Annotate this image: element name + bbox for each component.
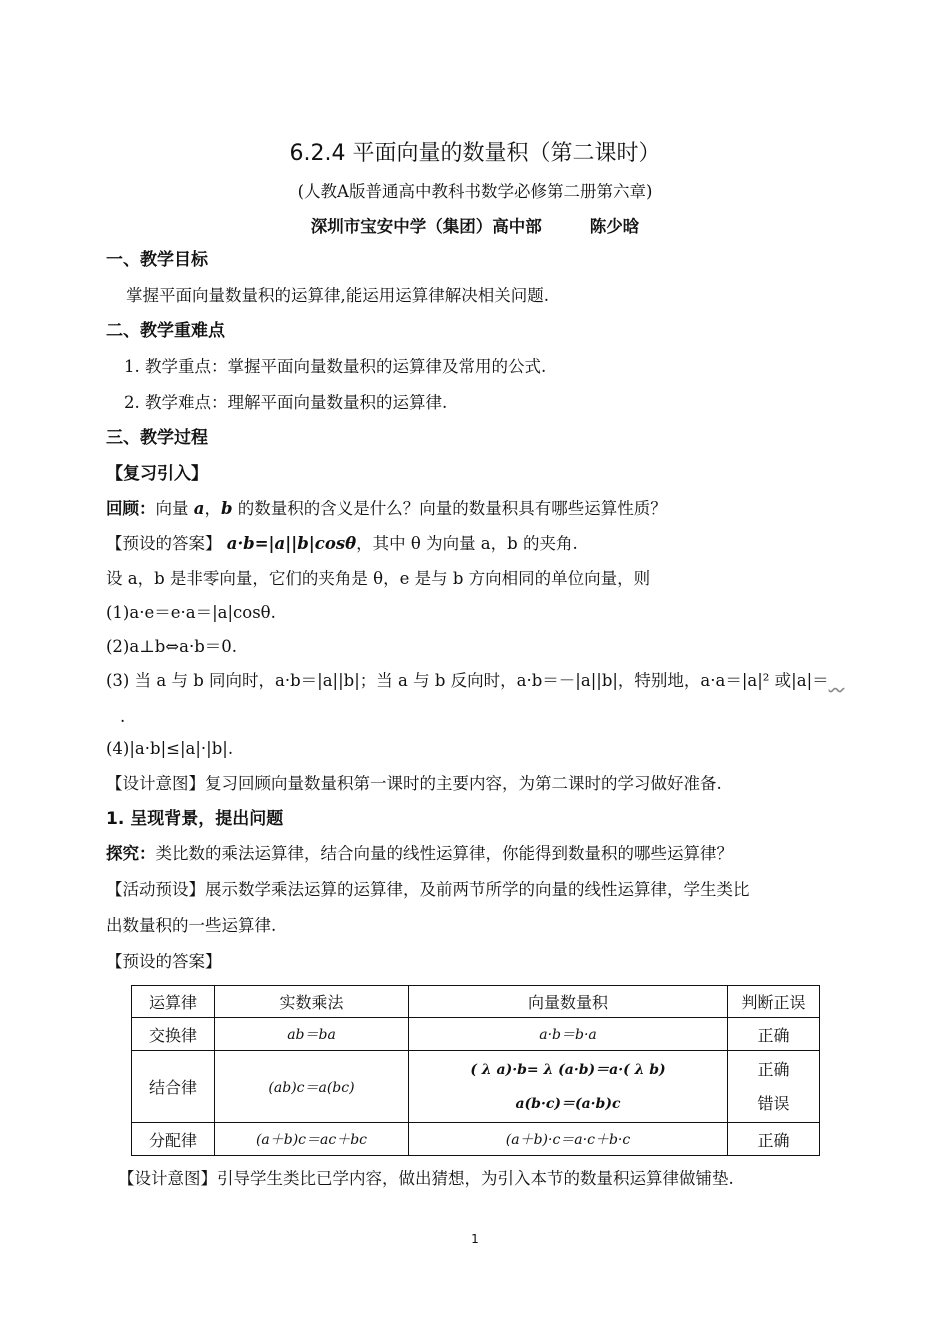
table-header: 实数乘法 xyxy=(215,986,409,1018)
review-answer xyxy=(106,533,578,555)
property-3: (3) 当 a 与 b 同向时，a·b＝|a||b|；当 a 与 b 反向时，a·b＝－|a||b|，特别地，a·a＝|a|² 或|a|＝ xyxy=(106,670,844,692)
law-name: 交换律 xyxy=(132,1018,215,1051)
review-question: 回顾：向量 a，b 的数量积的含义是什么？向量的数量积具有哪些运算性质？ xyxy=(106,499,667,518)
property-3-cont: . xyxy=(120,707,126,726)
vector-rule: ( λ a)·b= λ (a·b)＝a·( λ b) a(b·c)＝(a·b)c xyxy=(409,1051,728,1123)
law-name: 分配律 xyxy=(132,1123,215,1156)
key-point: 1. 教学重点：掌握平面向量数量积的运算律及常用的公式. xyxy=(124,357,547,376)
process-heading: 三、教学过程 xyxy=(106,428,208,448)
review-intent: 【设计意图】复习回顾向量数量积第一课时的主要内容，为第二课时的学习做好准备. xyxy=(106,774,722,793)
table-header: 向量数量积 xyxy=(409,986,728,1018)
table-row xyxy=(132,1051,820,1123)
difficult-point: 2. 教学难点：理解平面向量数量积的运算律. xyxy=(124,393,448,412)
vector-rule: a·b＝b·a xyxy=(409,1018,728,1051)
law-name: 结合律 xyxy=(132,1051,215,1123)
real-rule: ab＝ba xyxy=(215,1018,409,1051)
goal-heading: 一、教学目标 xyxy=(106,250,208,270)
activity-line-2: 出数量积的一些运算律. xyxy=(106,916,277,935)
judgement: 正确 xyxy=(728,1018,820,1051)
judgement: 正确 xyxy=(728,1123,820,1156)
review-heading: 【复习引入】 xyxy=(106,464,208,484)
table-header-row xyxy=(132,986,820,1018)
activity-line-1: 【活动预设】展示数学乘法运算的运算律，及前两节所学的向量的线性运算律，学生类比 xyxy=(106,880,750,899)
review-answer-formula: a·b=|a||b|cosθ xyxy=(226,534,357,553)
author-line xyxy=(0,213,950,237)
law-table xyxy=(131,985,820,1156)
part1-intent: 【设计意图】引导学生类比已学内容，做出猜想，为引入本节的数量积运算律做铺垫. xyxy=(118,1169,734,1188)
property-4: (4)|a·b|≤|a|·|b|. xyxy=(106,739,234,758)
table-row xyxy=(132,1123,820,1156)
explore-label: 探究： xyxy=(106,844,156,863)
page-title: 6.2.4 平面向量的数量积（第二课时） xyxy=(289,141,661,166)
explore-text: 类比数的乘法运算律，结合向量的线性运算律，你能得到数量积的哪些运算律？ xyxy=(155,844,733,863)
judgement: 正确 错误 xyxy=(728,1051,820,1123)
review-question-label: 回顾： xyxy=(106,499,156,518)
table-row xyxy=(132,1018,820,1051)
fill-blank xyxy=(829,671,845,690)
property-2: (2)a⊥b⇔a·b＝0. xyxy=(106,637,238,656)
review-answer-label: 【预设的答案】 xyxy=(106,534,222,553)
real-rule: (a＋b)c＝ac＋bc xyxy=(215,1123,409,1156)
table-header: 运算律 xyxy=(132,986,215,1018)
review-answer-text: ，其中 θ 为向量 a，b 的夹角. xyxy=(356,534,578,553)
page-number: 1 xyxy=(471,1232,479,1246)
author-name: 陈少晗 xyxy=(589,217,640,236)
real-rule: (ab)c＝a(bc) xyxy=(215,1051,409,1123)
table-header: 判断正误 xyxy=(728,986,820,1018)
goal-text: 掌握平面向量数量积的运算律,能运用运算律解决相关问题. xyxy=(126,286,549,305)
property-1: (1)a·e＝e·a＝|a|cosθ. xyxy=(106,603,276,622)
part1-heading: 1. 呈现背景，提出问题 xyxy=(106,809,284,829)
review-setup: 设 a，b 是非零向量，它们的夹角是 θ，e 是与 b 方向相同的单位向量，则 xyxy=(106,569,651,588)
vector-rule: (a＋b)·c＝a·c＋b·c xyxy=(409,1123,728,1156)
school-name: 深圳市宝安中学（集团）高中部 xyxy=(310,217,542,236)
explore-line xyxy=(106,843,733,865)
key-heading: 二、教学重难点 xyxy=(106,321,225,341)
page-subtitle: (人教A版普通高中教科书数学必修第二册第六章) xyxy=(297,182,653,201)
answer-label: 【预设的答案】 xyxy=(106,952,222,971)
